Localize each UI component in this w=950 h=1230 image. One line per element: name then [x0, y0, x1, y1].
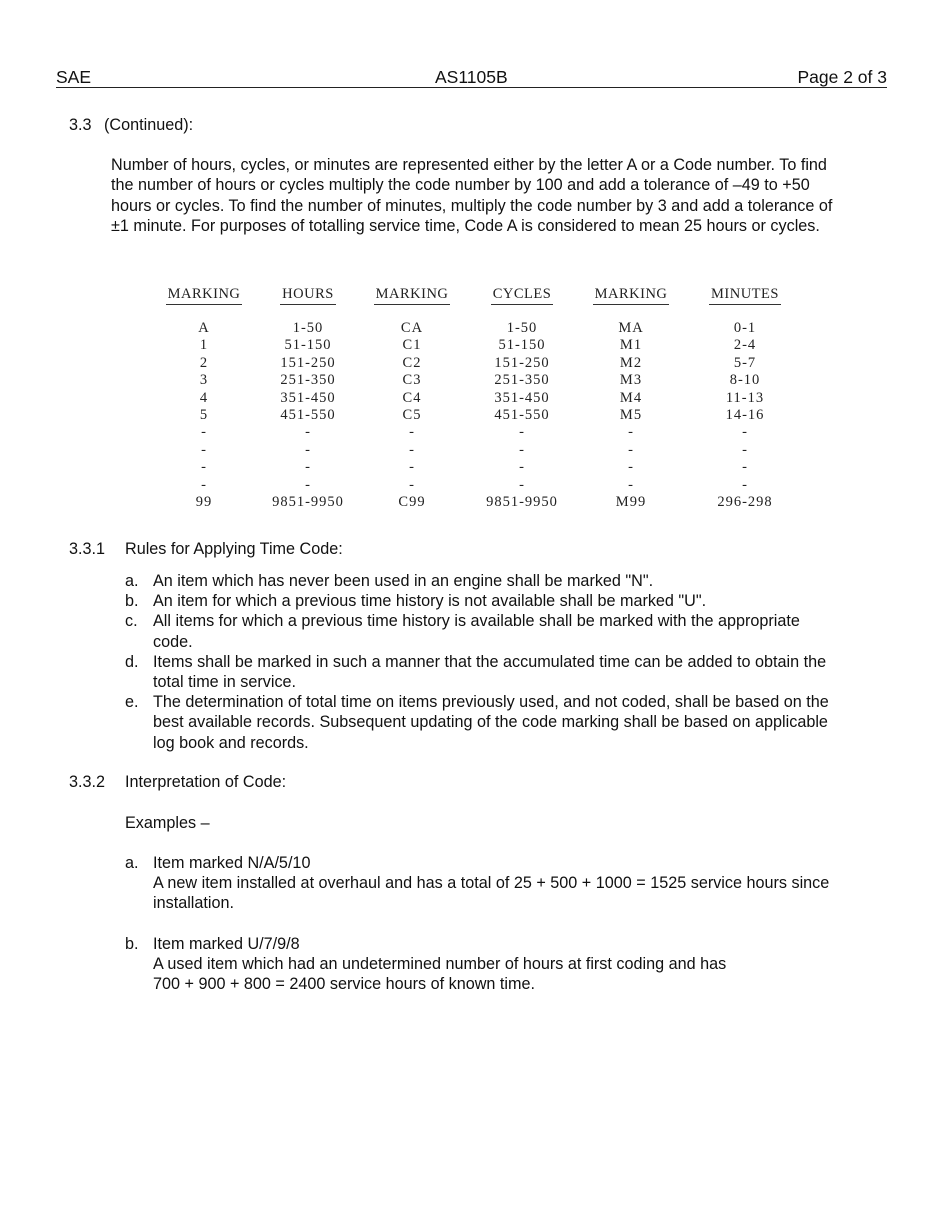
- table-cell: 11-13: [725, 389, 765, 406]
- rule-item: [125, 652, 875, 692]
- paragraph-line: Number of hours, cycles, or minutes are represented either by the letter A or a Code number. To find: [111, 156, 827, 174]
- paragraph-line: ±1 minute. For purposes of totalling service time, Code A is considered to mean 25 hours or cycles.: [111, 216, 820, 235]
- table-cell: -: [409, 441, 415, 458]
- rule-text-line: code.: [153, 632, 193, 651]
- table-cell: -: [628, 441, 634, 458]
- table-cell: -: [628, 459, 634, 476]
- examples-list: [125, 853, 875, 1014]
- table-cell: 51-150: [498, 337, 546, 354]
- example-text-line: A used item which had an undetermined number of hours at first coding and has: [153, 954, 727, 973]
- section-3-3-2-heading: [69, 772, 287, 792]
- section-3-3-1-heading: [69, 539, 343, 559]
- list-label: b.: [125, 934, 139, 953]
- table-cell: -: [409, 459, 415, 476]
- rule-item: [125, 611, 875, 651]
- table-cell: -: [628, 476, 634, 493]
- table-cell: -: [305, 459, 311, 476]
- table-cell: A: [198, 320, 210, 336]
- column-header: MINUTES: [709, 284, 781, 305]
- header-doc-id: AS1105B: [435, 67, 508, 87]
- column-header: MARKING: [166, 284, 243, 305]
- list-label: b.: [125, 592, 139, 611]
- list-label: a.: [125, 854, 139, 872]
- section-number: 3.3: [69, 116, 92, 134]
- table-cell: -: [519, 441, 525, 458]
- rule-text-line: log book and records.: [153, 733, 309, 752]
- table-cell: -: [519, 459, 525, 476]
- section-3-3-heading: [69, 115, 193, 135]
- example-item: [125, 853, 875, 914]
- section-title: Interpretation of Code:: [125, 773, 287, 791]
- table-cell: M2: [619, 354, 643, 371]
- table-column: [581, 284, 681, 511]
- section-number: 3.3.1: [69, 540, 106, 558]
- table-cell: -: [305, 476, 311, 493]
- rule-item: [125, 692, 875, 753]
- list-label: a.: [125, 572, 139, 590]
- table-cell: 9851-9950: [272, 493, 344, 510]
- table-cell: 5: [199, 406, 209, 423]
- column-header: MARKING: [374, 284, 451, 305]
- example-item: [125, 934, 875, 995]
- table-cell: 9851-9950: [486, 493, 558, 510]
- table-cell: 2-4: [733, 337, 757, 354]
- table-column: [258, 284, 358, 511]
- table-cell: -: [409, 476, 415, 493]
- table-cell: M99: [615, 493, 647, 510]
- example-title: Item marked N/A/5/10: [153, 854, 311, 872]
- table-column: [154, 284, 254, 511]
- table-cell: 99: [195, 493, 213, 510]
- table-cell: M5: [619, 406, 643, 423]
- rule-text-line: All items for which a previous time history is available shall be marked with the appropriate: [153, 612, 800, 631]
- table-cell: -: [201, 459, 207, 476]
- list-label: c.: [125, 612, 138, 631]
- table-cell: -: [519, 424, 525, 441]
- example-text-line: 700 + 900 + 800 = 2400 service hours of known time.: [153, 975, 536, 994]
- table-column: [362, 284, 462, 511]
- table-column: [472, 284, 572, 511]
- table-cell: -: [742, 424, 748, 441]
- table-cell: M1: [619, 337, 643, 354]
- page-header: [56, 67, 887, 88]
- table-cell: -: [742, 476, 748, 493]
- section-title: Rules for Applying Time Code:: [125, 540, 343, 558]
- column-header: HOURS: [280, 284, 336, 305]
- table-cell: -: [742, 459, 748, 476]
- table-cell: 3: [199, 372, 209, 389]
- rule-text-line: total time in service.: [153, 673, 297, 692]
- table-cell: -: [305, 424, 311, 441]
- table-cell: 2: [199, 354, 209, 371]
- table-cell: 5-7: [733, 354, 757, 371]
- table-cell: 51-150: [284, 337, 332, 354]
- table-cell: C1: [402, 337, 422, 354]
- table-cell: 251-350: [494, 372, 550, 389]
- table-cell: -: [201, 441, 207, 458]
- table-cell: MA: [618, 320, 644, 336]
- list-label: e.: [125, 693, 139, 712]
- table-cell: 151-250: [494, 354, 550, 371]
- table-cell: -: [519, 476, 525, 493]
- table-cell: -: [742, 441, 748, 458]
- section-3-3-paragraph: [111, 155, 871, 236]
- table-cell: 14-16: [725, 406, 765, 423]
- rule-text-line: Items shall be marked in such a manner that the accumulated time can be added to obtain the: [153, 652, 827, 671]
- table-cell: -: [201, 476, 207, 493]
- example-text-line: A new item installed at overhaul and has a total of 25 + 500 + 1000 = 1525 service hours since: [153, 874, 830, 893]
- header-page-number: Page 2 of 3: [797, 67, 887, 87]
- column-header: MARKING: [593, 284, 670, 305]
- table-column: [695, 284, 795, 511]
- table-cell: 0-1: [733, 320, 757, 336]
- table-cell: -: [305, 441, 311, 458]
- table-cell: 1-50: [506, 320, 538, 336]
- section-title: (Continued):: [104, 116, 194, 134]
- rule-text-line: best available records. Subsequent updating of the code marking shall be based on applicable: [153, 713, 828, 732]
- rule-text-line: An item for which a previous time history is not available shall be marked "U".: [153, 592, 707, 611]
- table-cell: 351-450: [280, 389, 336, 406]
- table-cell: -: [628, 424, 634, 441]
- table-cell: M4: [619, 389, 643, 406]
- column-header: CYCLES: [491, 284, 554, 305]
- table-cell: C4: [402, 389, 422, 406]
- table-cell: C99: [398, 493, 426, 510]
- header-org: SAE: [56, 67, 92, 87]
- table-cell: -: [409, 424, 415, 441]
- rule-item: [125, 571, 875, 591]
- table-cell: -: [201, 424, 207, 441]
- table-cell: M3: [619, 372, 643, 389]
- rule-item: [125, 591, 875, 611]
- table-cell: C3: [402, 372, 422, 389]
- table-cell: 1: [199, 337, 209, 354]
- example-text-line: installation.: [153, 894, 234, 913]
- paragraph-line: the number of hours or cycles multiply the code number by 100 and add a tolerance of –49 to +50: [111, 176, 810, 195]
- table-cell: CA: [400, 320, 424, 336]
- table-cell: 451-550: [280, 406, 336, 423]
- table-cell: 1-50: [292, 320, 324, 336]
- example-title: Item marked U/7/9/8: [153, 934, 300, 953]
- table-cell: 251-350: [280, 372, 336, 389]
- table-cell: 351-450: [494, 389, 550, 406]
- table-cell: 151-250: [280, 354, 336, 371]
- list-label: d.: [125, 652, 139, 671]
- rule-text-line: The determination of total time on items previously used, and not coded, shall be based on the: [153, 693, 829, 712]
- table-cell: 451-550: [494, 406, 550, 423]
- section-number: 3.3.2: [69, 773, 106, 791]
- table-cell: 296-298: [717, 493, 773, 510]
- table-cell: 8-10: [729, 372, 761, 389]
- examples-label: Examples –: [125, 814, 210, 832]
- table-cell: C2: [402, 354, 422, 371]
- rule-text-line: An item which has never been used in an engine shall be marked "N".: [153, 572, 654, 590]
- rules-list: [125, 571, 875, 753]
- table-cell: 4: [199, 389, 209, 406]
- paragraph-line: hours or cycles. To find the number of minutes, multiply the code number by 3 and add a tolerance of: [111, 196, 833, 215]
- table-cell: C5: [402, 406, 422, 423]
